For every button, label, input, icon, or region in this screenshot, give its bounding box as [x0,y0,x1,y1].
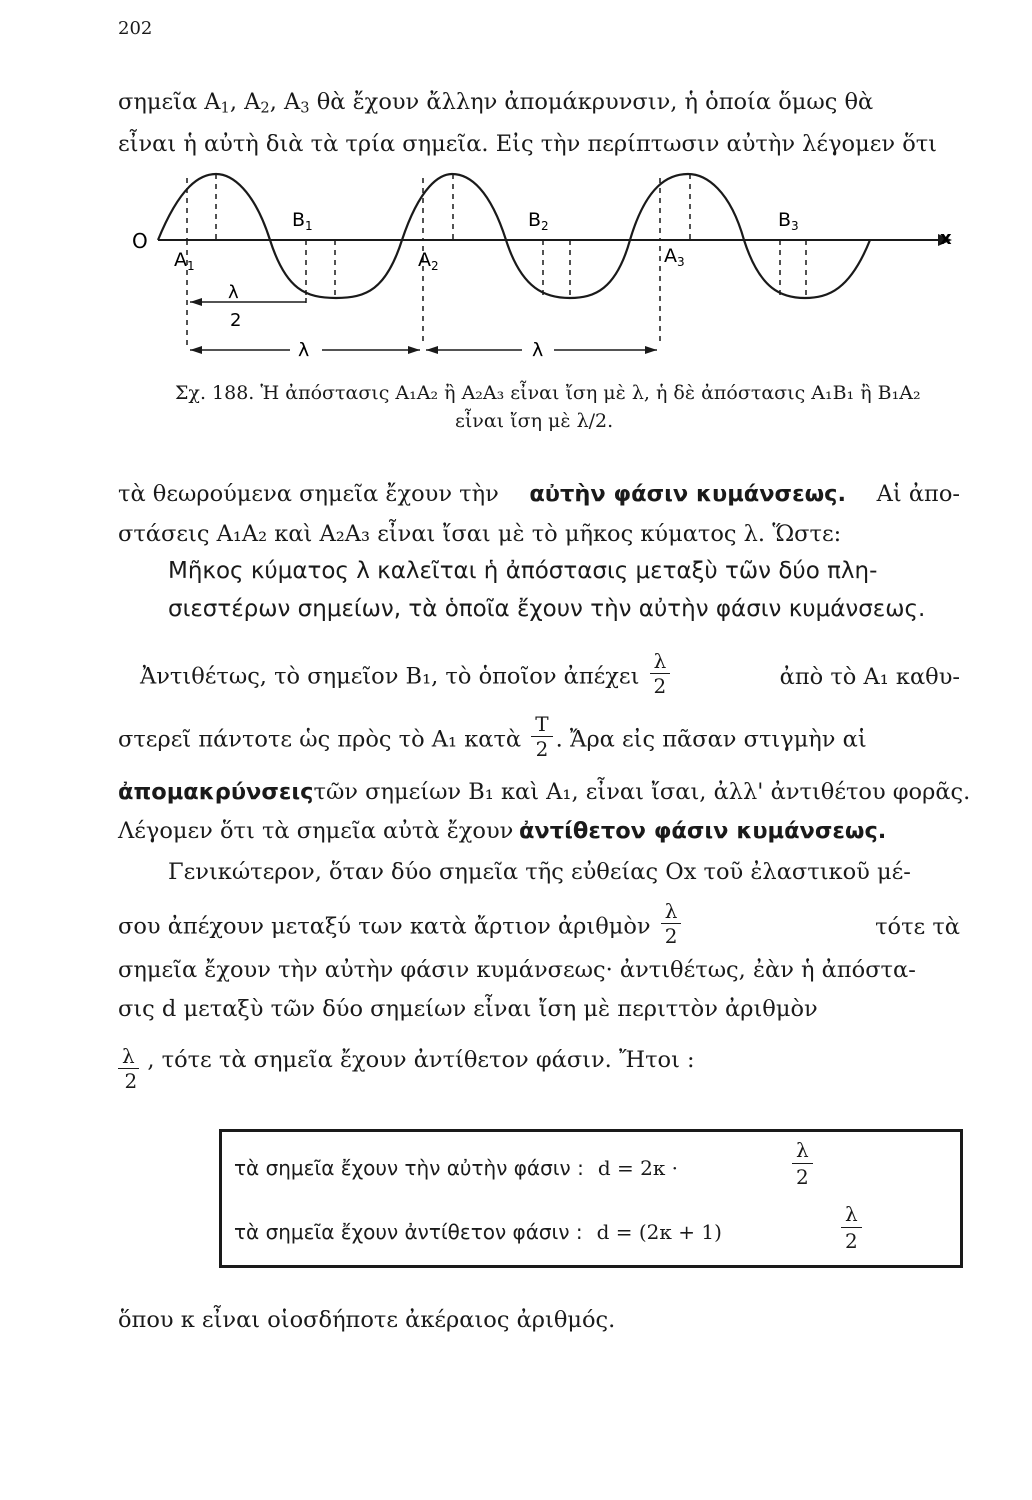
figure-caption-line-1: Σχ. 188. Ἡ ἀπόστασις A₁A₂ ἢ A₂A₃ εἶναι ἴση μὲ λ, ἡ δὲ ἀπόστασις A₁B₁ ἢ B₁A₂ [175,382,921,404]
label-B3: $B_3$ [778,209,799,233]
formula-row-opposite-phase: τὰ σημεῖα ἔχουν ἀντίθετον φάσιν : d = (2κ + 1) $\frac{\lambda}{2}$ [234,1212,722,1252]
definition-line-2: σιεστέρων σημείων, τὰ ὁποῖα ἔχουν τὴν αὐτὴν φάσιν κυμάνσεως. [168,596,926,622]
formula-row-same-phase: τὰ σημεῖα ἔχουν τὴν αὐτὴν φάσιν : d = 2κ · $\frac{\lambda}{2}$ [234,1148,678,1188]
term-opposite-phase: ἀντίθετον φάσιν κυμάνσεως. [518,818,887,844]
label-A1: $A_1$ [174,249,195,273]
fraction-lambda-half-2: $\frac{\lambda}{2}$ [661,901,682,946]
closing-line: ὅπου κ εἶναι οἱοσδήποτε ἀκέραιος ἀριθμός. [118,1307,616,1333]
para1-line-2: στάσεις A₁A₂ καὶ A₂A₃ εἶναι ἴσαι μὲ τὸ μῆκος κύματος λ. Ὥστε: [118,521,842,547]
label-half-num: λ [228,282,239,303]
formula-box [219,1129,963,1268]
para2-line-2: στερεῖ πάντοτε ὡς πρὸς τὸ A₁ κατὰ $\frac{T}{2}$ . Ἄρα εἰς πᾶσαν στιγμὴν αἱ [118,712,867,761]
para2-line-4: Λέγομεν ὅτι τὰ σημεῖα αὐτὰ ἔχουν ἀντίθετον φάσιν κυμάνσεως. [118,811,960,851]
lambda2-arrow-right-icon [645,346,657,354]
wave-figure [130,166,962,374]
label-origin: O [132,229,148,253]
sine-wave [158,174,870,298]
figure-caption-line-2: εἶναι ἴση μὲ λ/2. [455,410,614,432]
definition-line-1: Μῆκος κύματος λ καλεῖται ἡ ἀπόστασις μεταξὺ τῶν δύο πλη- [168,558,878,584]
term-displacements: ἀπομακρύνσεις [118,779,314,805]
label-A2: $A_2$ [418,249,439,273]
para3-line-1: Γενικώτερον, ὅταν δύο σημεῖα τῆς εὐθείας Ox τοῦ ἐλαστικοῦ μέ- [168,859,911,885]
para3-line-4: σις d μεταξὺ τῶν δύο σημείων εἶναι ἴση μὲ περιττὸν ἀριθμὸν [118,996,818,1022]
intro-line-1: σημεῖα $A_1$, $A_2$, $A_3$ θὰ ἔχουν ἄλλην ἀπομάκρυνσιν, ἡ ὁποία ὅμως θὰ [118,89,874,117]
label-B1: $B_1$ [292,209,313,233]
intro-line-2: εἶναι ἡ αὐτὴ διὰ τὰ τρία σημεῖα. Εἰς τὴν περίπτωσιν αὐτὴν λέγομεν ὅτι [118,131,938,157]
formula-fraction-1: $\frac{\lambda}{2}$ [792,1140,813,1187]
para1-line-1: τὰ θεωρούμενα σημεῖα ἔχουν τὴν αὐτὴν φάσιν κυμάνσεως. Αἱ ἀπο- [118,474,960,514]
para2-line-1: Ἀντιθέτως, τὸ σημεῖον B₁, τὸ ὁποῖον ἀπέχει $\frac{\lambda}{2}$ ἀπὸ τὸ A₁ καθυ- [140,649,960,698]
label-x-axis: x [940,228,952,249]
label-half-den: 2 [230,310,242,331]
term-same-phase: αὐτὴν φάσιν κυμάνσεως. [529,481,847,507]
lambda1-arrow-right-icon [408,346,420,354]
fraction-lambda-half-3: $\frac{\lambda}{2}$ [118,1046,139,1091]
label-lambda-2: λ [532,339,544,361]
formula-fraction-2: $\frac{\lambda}{2}$ [841,1204,862,1251]
para2-line-3: ἀπομακρύνσεις τῶν σημείων B₁ καὶ A₁, εἶναι ἴσαι, ἀλλ' ἀντιθέτου φορᾶς. [118,772,960,812]
label-lambda-1: λ [298,339,310,361]
lambda1-arrow-left-icon [190,346,202,354]
fraction-lambda-half: $\frac{\lambda}{2}$ [650,651,671,696]
lambda2-arrow-left-icon [426,346,438,354]
label-A3: $A_3$ [664,245,685,269]
page-number: 202 [118,18,153,39]
label-B2: $B_2$ [528,209,549,233]
half-lambda-arrow-icon [190,298,202,306]
para3-line-2: σου ἀπέχουν μεταξύ των κατὰ ἄρτιον ἀριθμὸν $\frac{\lambda}{2}$ τότε τὰ [118,899,960,948]
para3-line-3: σημεῖα ἔχουν τὴν αὐτὴν φάσιν κυμάνσεως· ἀντιθέτως, ἐὰν ἡ ἀπόστα- [118,957,916,983]
para3-line-5: $\frac{\lambda}{2}$ , τότε τὰ σημεῖα ἔχουν ἀντίθετον φάσιν. Ἤτοι : [118,1040,960,1080]
fraction-T-half: $\frac{T}{2}$ [531,714,552,759]
